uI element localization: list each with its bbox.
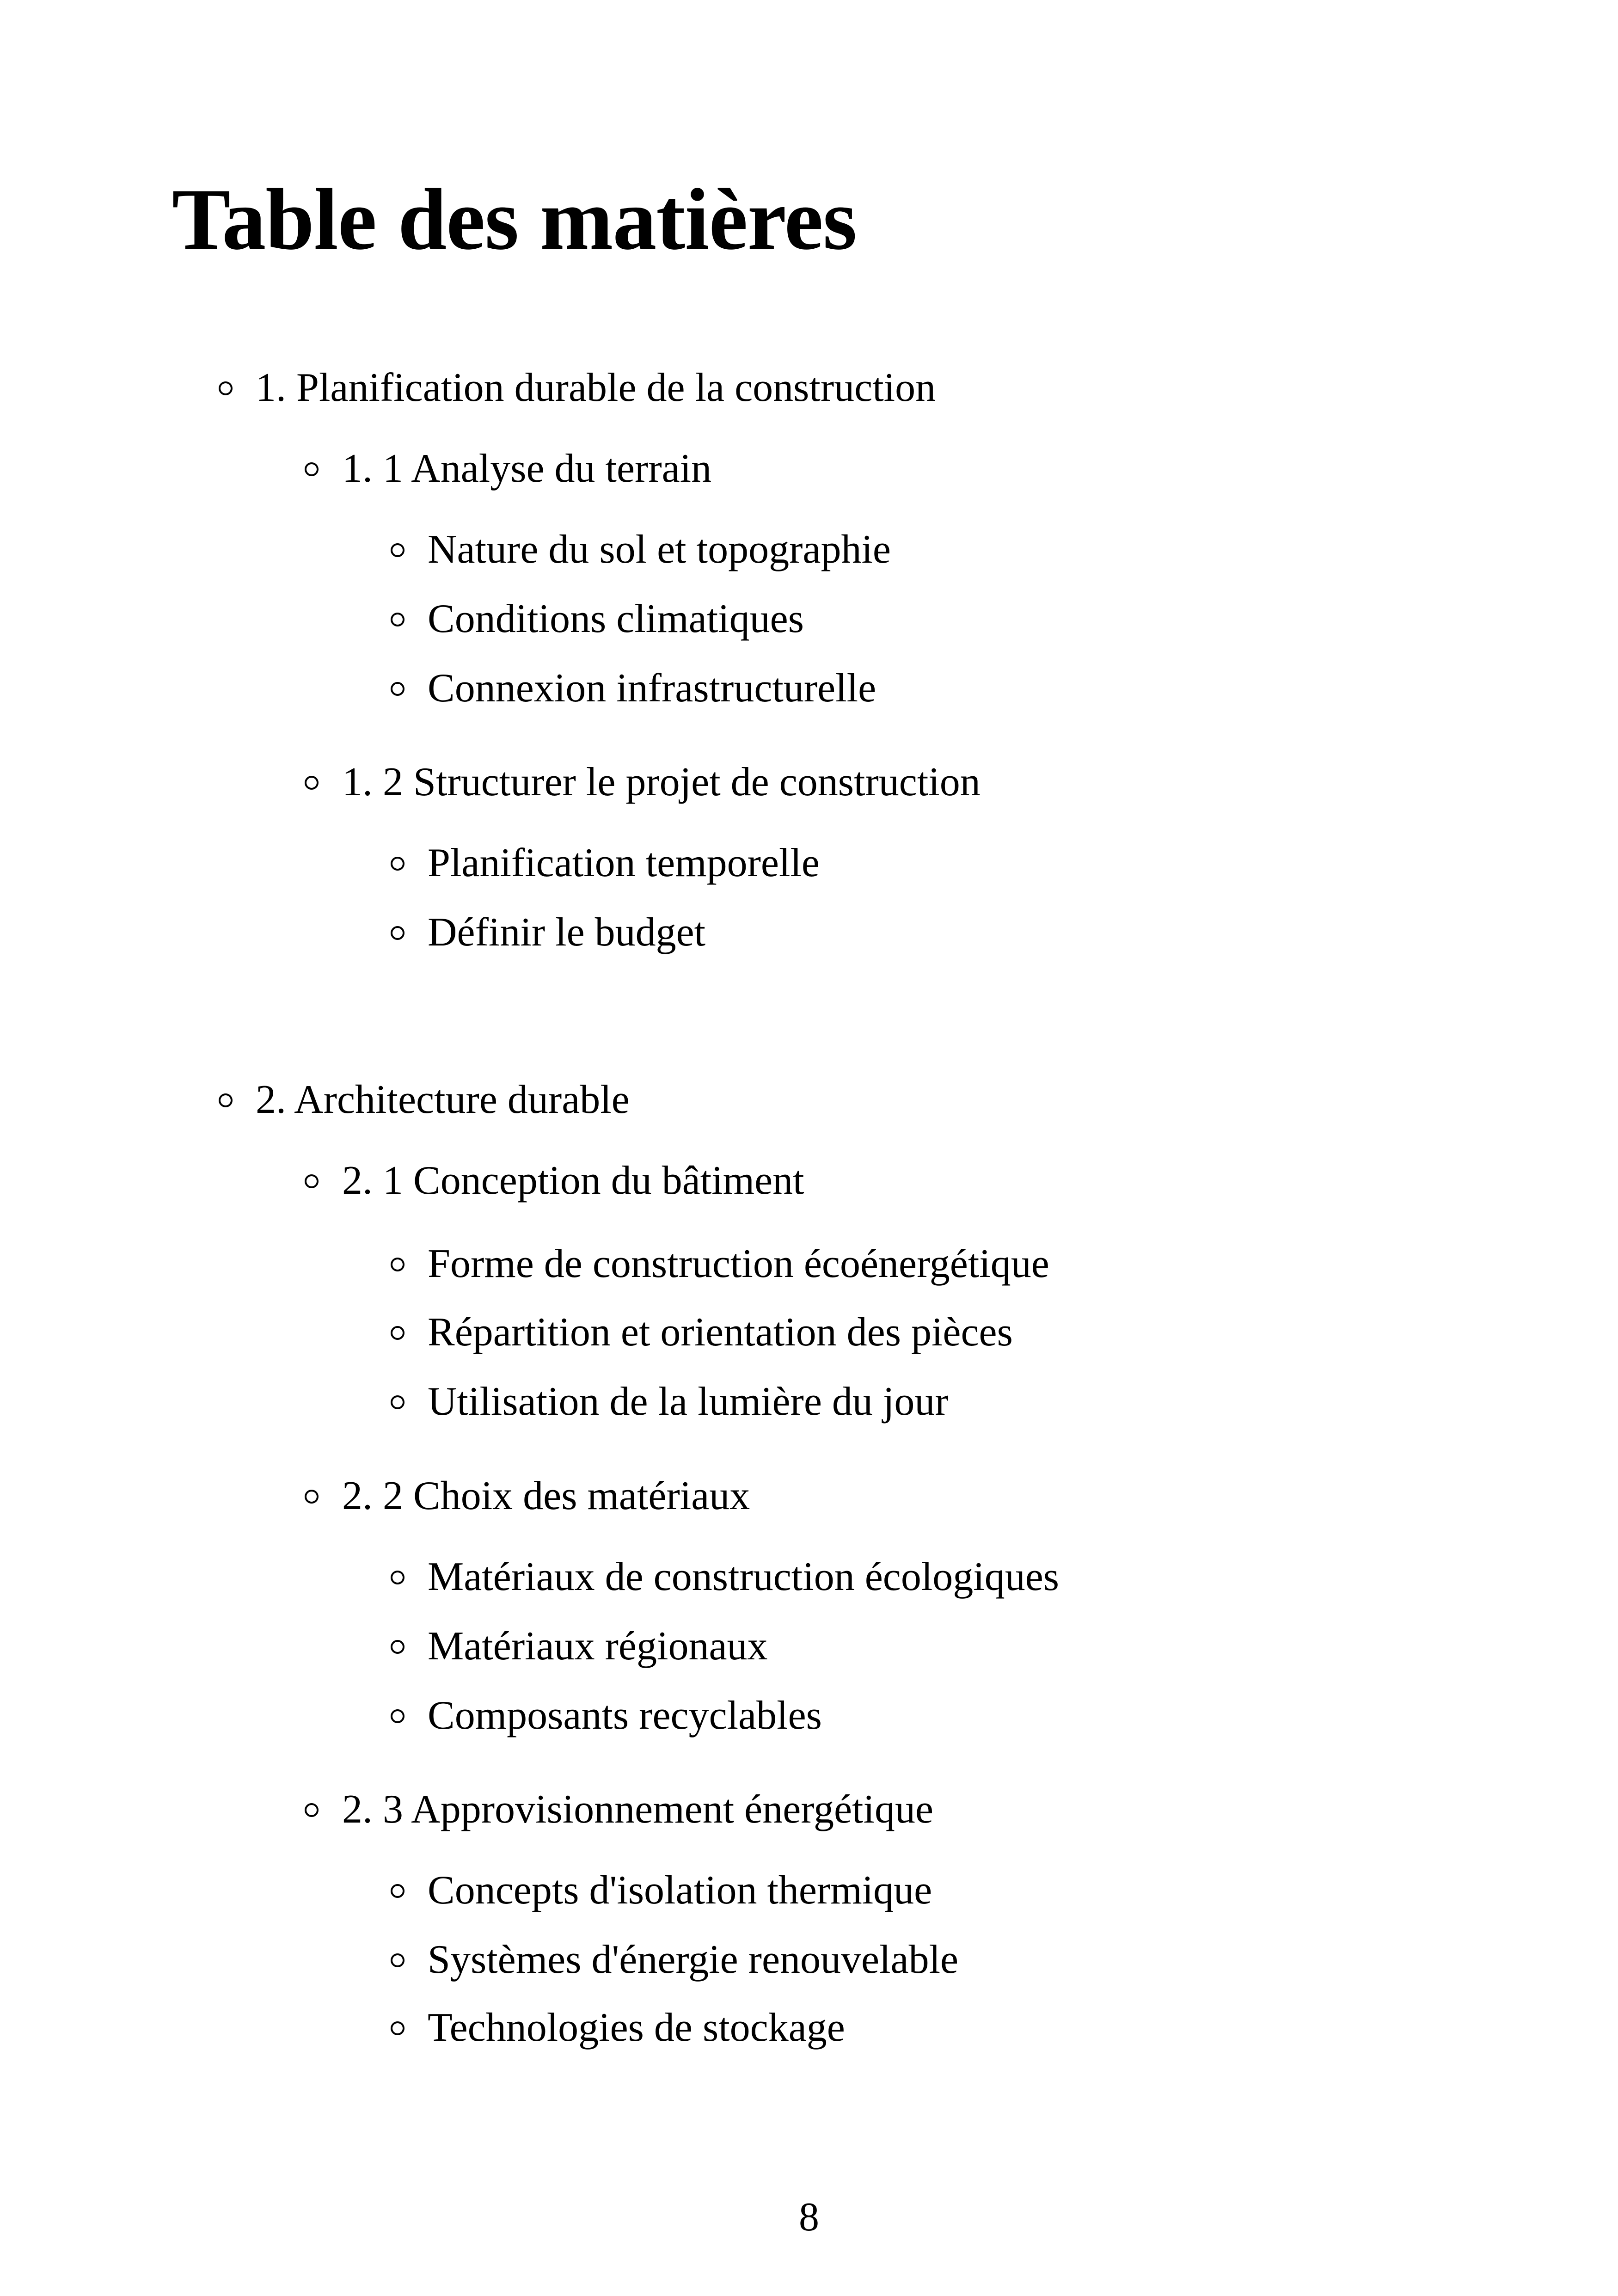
toc-item[interactable]: Matériaux de construction écologiques <box>428 1554 1060 1599</box>
bullet-icon <box>391 926 404 940</box>
bullet-icon <box>305 462 319 476</box>
page-number: 8 <box>799 2195 819 2240</box>
toc-subsection-2-1[interactable]: 2. 1 Conception du bâtiment <box>342 1158 804 1203</box>
bullet-icon <box>305 1174 319 1188</box>
toc-item[interactable]: Matériaux régionaux <box>428 1624 768 1669</box>
bullet-icon <box>391 682 404 696</box>
toc-item[interactable]: Conditions climatiques <box>428 596 804 641</box>
bullet-icon <box>305 776 319 790</box>
toc-subsection-1-1[interactable]: 1. 1 Analyse du terrain <box>342 446 712 491</box>
bullet-icon <box>391 857 404 871</box>
bullet-icon <box>391 1326 404 1340</box>
toc-item[interactable]: Technologies de stockage <box>428 2005 845 2050</box>
toc-item[interactable]: Concepts d'isolation thermique <box>428 1868 932 1913</box>
toc-subsection-2-2[interactable]: 2. 2 Choix des matériaux <box>342 1473 750 1518</box>
bullet-icon <box>391 1640 404 1654</box>
bullet-icon <box>305 1490 319 1504</box>
bullet-icon <box>219 1093 233 1107</box>
toc-subsection-2-3[interactable]: 2. 3 Approvisionnement énergétique <box>342 1787 934 1832</box>
toc-item[interactable]: Définir le budget <box>428 910 706 955</box>
toc-item[interactable]: Systèmes d'énergie renouvelable <box>428 1937 959 1982</box>
toc-subsection-1-2[interactable]: 1. 2 Structurer le projet de construction <box>342 760 981 804</box>
toc-item[interactable]: Connexion infrastructurelle <box>428 666 876 711</box>
bullet-icon <box>391 1884 404 1898</box>
bullet-icon <box>391 1571 404 1584</box>
toc-item[interactable]: Planification temporelle <box>428 841 820 885</box>
toc-item[interactable]: Utilisation de la lumière du jour <box>428 1379 949 1424</box>
bullet-icon <box>391 2021 404 2035</box>
bullet-icon <box>391 1709 404 1723</box>
toc-item[interactable]: Répartition et orientation des pièces <box>428 1310 1013 1355</box>
bullet-icon <box>391 1953 404 1967</box>
bullet-icon <box>391 613 404 626</box>
bullet-icon <box>219 381 233 395</box>
toc-item[interactable]: Forme de construction écoénergétique <box>428 1241 1049 1286</box>
bullet-icon <box>391 1258 404 1271</box>
toc-item[interactable]: Nature du sol et topographie <box>428 527 891 572</box>
bullet-icon <box>391 1395 404 1409</box>
toc-item[interactable]: Composants recyclables <box>428 1693 822 1738</box>
toc-section-1[interactable]: 1. Planification durable de la construction <box>256 365 936 410</box>
toc-section-2[interactable]: 2. Architecture durable <box>256 1077 630 1122</box>
page-title: Table des matières <box>172 171 857 268</box>
bullet-icon <box>391 543 404 557</box>
bullet-icon <box>305 1803 319 1817</box>
